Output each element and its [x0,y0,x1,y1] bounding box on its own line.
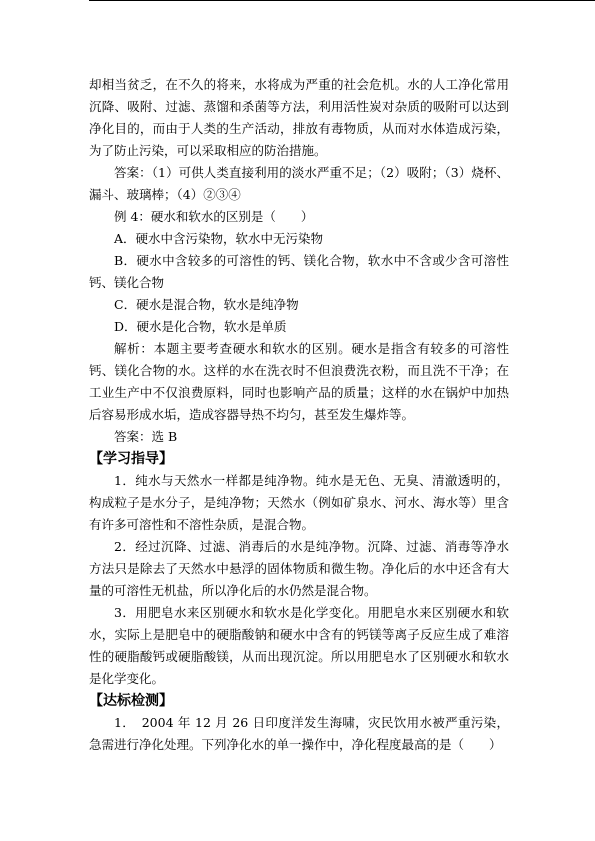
guide-item-3: 3．用肥皂水来区别硬水和软水是化学变化。用肥皂水来区别硬水和软水，实际上是肥皂中的硬脂酸钠和硬水中含有的钙镁等离子反应生成了难溶性的硬脂酸钙或硬脂酸镁，从而出现沉淀。所以用肥皂水了区别硬水和软水是化学变化。 [89,605,509,686]
document-body [89,74,509,756]
section-heading-test: 【达标检测】 [89,693,173,709]
example-4-question: 例 4：硬水和软水的区别是（ ） [114,209,314,224]
option-a: A．硬水中含污染物，软水中无污染物 [114,231,324,246]
section-heading-study-guide: 【学习指导】 [89,451,173,467]
paragraph-water-crisis: 却相当贫乏，在不久的将来，水将成为严重的社会危机。水的人工净化常用沉降、吸附、过滤、蒸馏和杀菌等方法，利用活性炭对杂质的吸附可以达到净化目的，而由于人类的生产活动，排放有毒物质，从而对水体造成污染，为了防止污染，可以采取相应的防治措施。 [89,77,509,158]
guide-item-1: 1．纯水与天然水一样都是纯净物。纯水是无色、无臭、清澈透明的，构成粒子是水分子，是纯净物；天然水（例如矿泉水、河水、海水等）里含有许多可溶性和不溶性杂质，是混合物。 [89,473,509,532]
answer-b: 答案：选 B [114,429,178,444]
option-c: C．硬水是混合物，软水是纯净物 [114,297,299,312]
option-d: D．硬水是化合物，软水是单质 [114,319,287,334]
analysis-paragraph: 解析：本题主要考查硬水和软水的区别。硬水是指含有较多的可溶性钙、镁化合物的水。这样的水在洗衣时不但浪费洗衣粉，而且洗不干净；在工业生产中不仅浪费原料，同时也影响产品的质量；这样的水在锅炉中加热后容易形成水垢，造成容器导热不均匀，甚至发生爆炸等。 [89,341,509,422]
guide-item-2: 2．经过沉降、过滤、消毒后的水是纯净物。沉降、过滤、消毒等净水方法只是除去了天然水中悬浮的固体物质和微生物。净化后的水中还含有大量的可溶性无机盐，所以净化后的水仍然是混合物。 [89,539,509,598]
option-b: B．硬水中含较多的可溶性的钙、镁化合物，软水中不含或少含可溶性钙、镁化合物 [89,253,509,290]
top-rule [89,0,595,1]
answer-paragraph: 答案：（1）可供人类直接利用的淡水严重不足；（2）吸附；（3）烧杯、漏斗、玻璃棒；（4）②③④ [89,165,509,202]
test-question-1: 1． 2004 年 12 月 26 日印度洋发生海啸，灾民饮用水被严重污染，急需进行净化处理。下列净化水的单一操作中，净化程度最高的是（ ） [89,715,509,752]
